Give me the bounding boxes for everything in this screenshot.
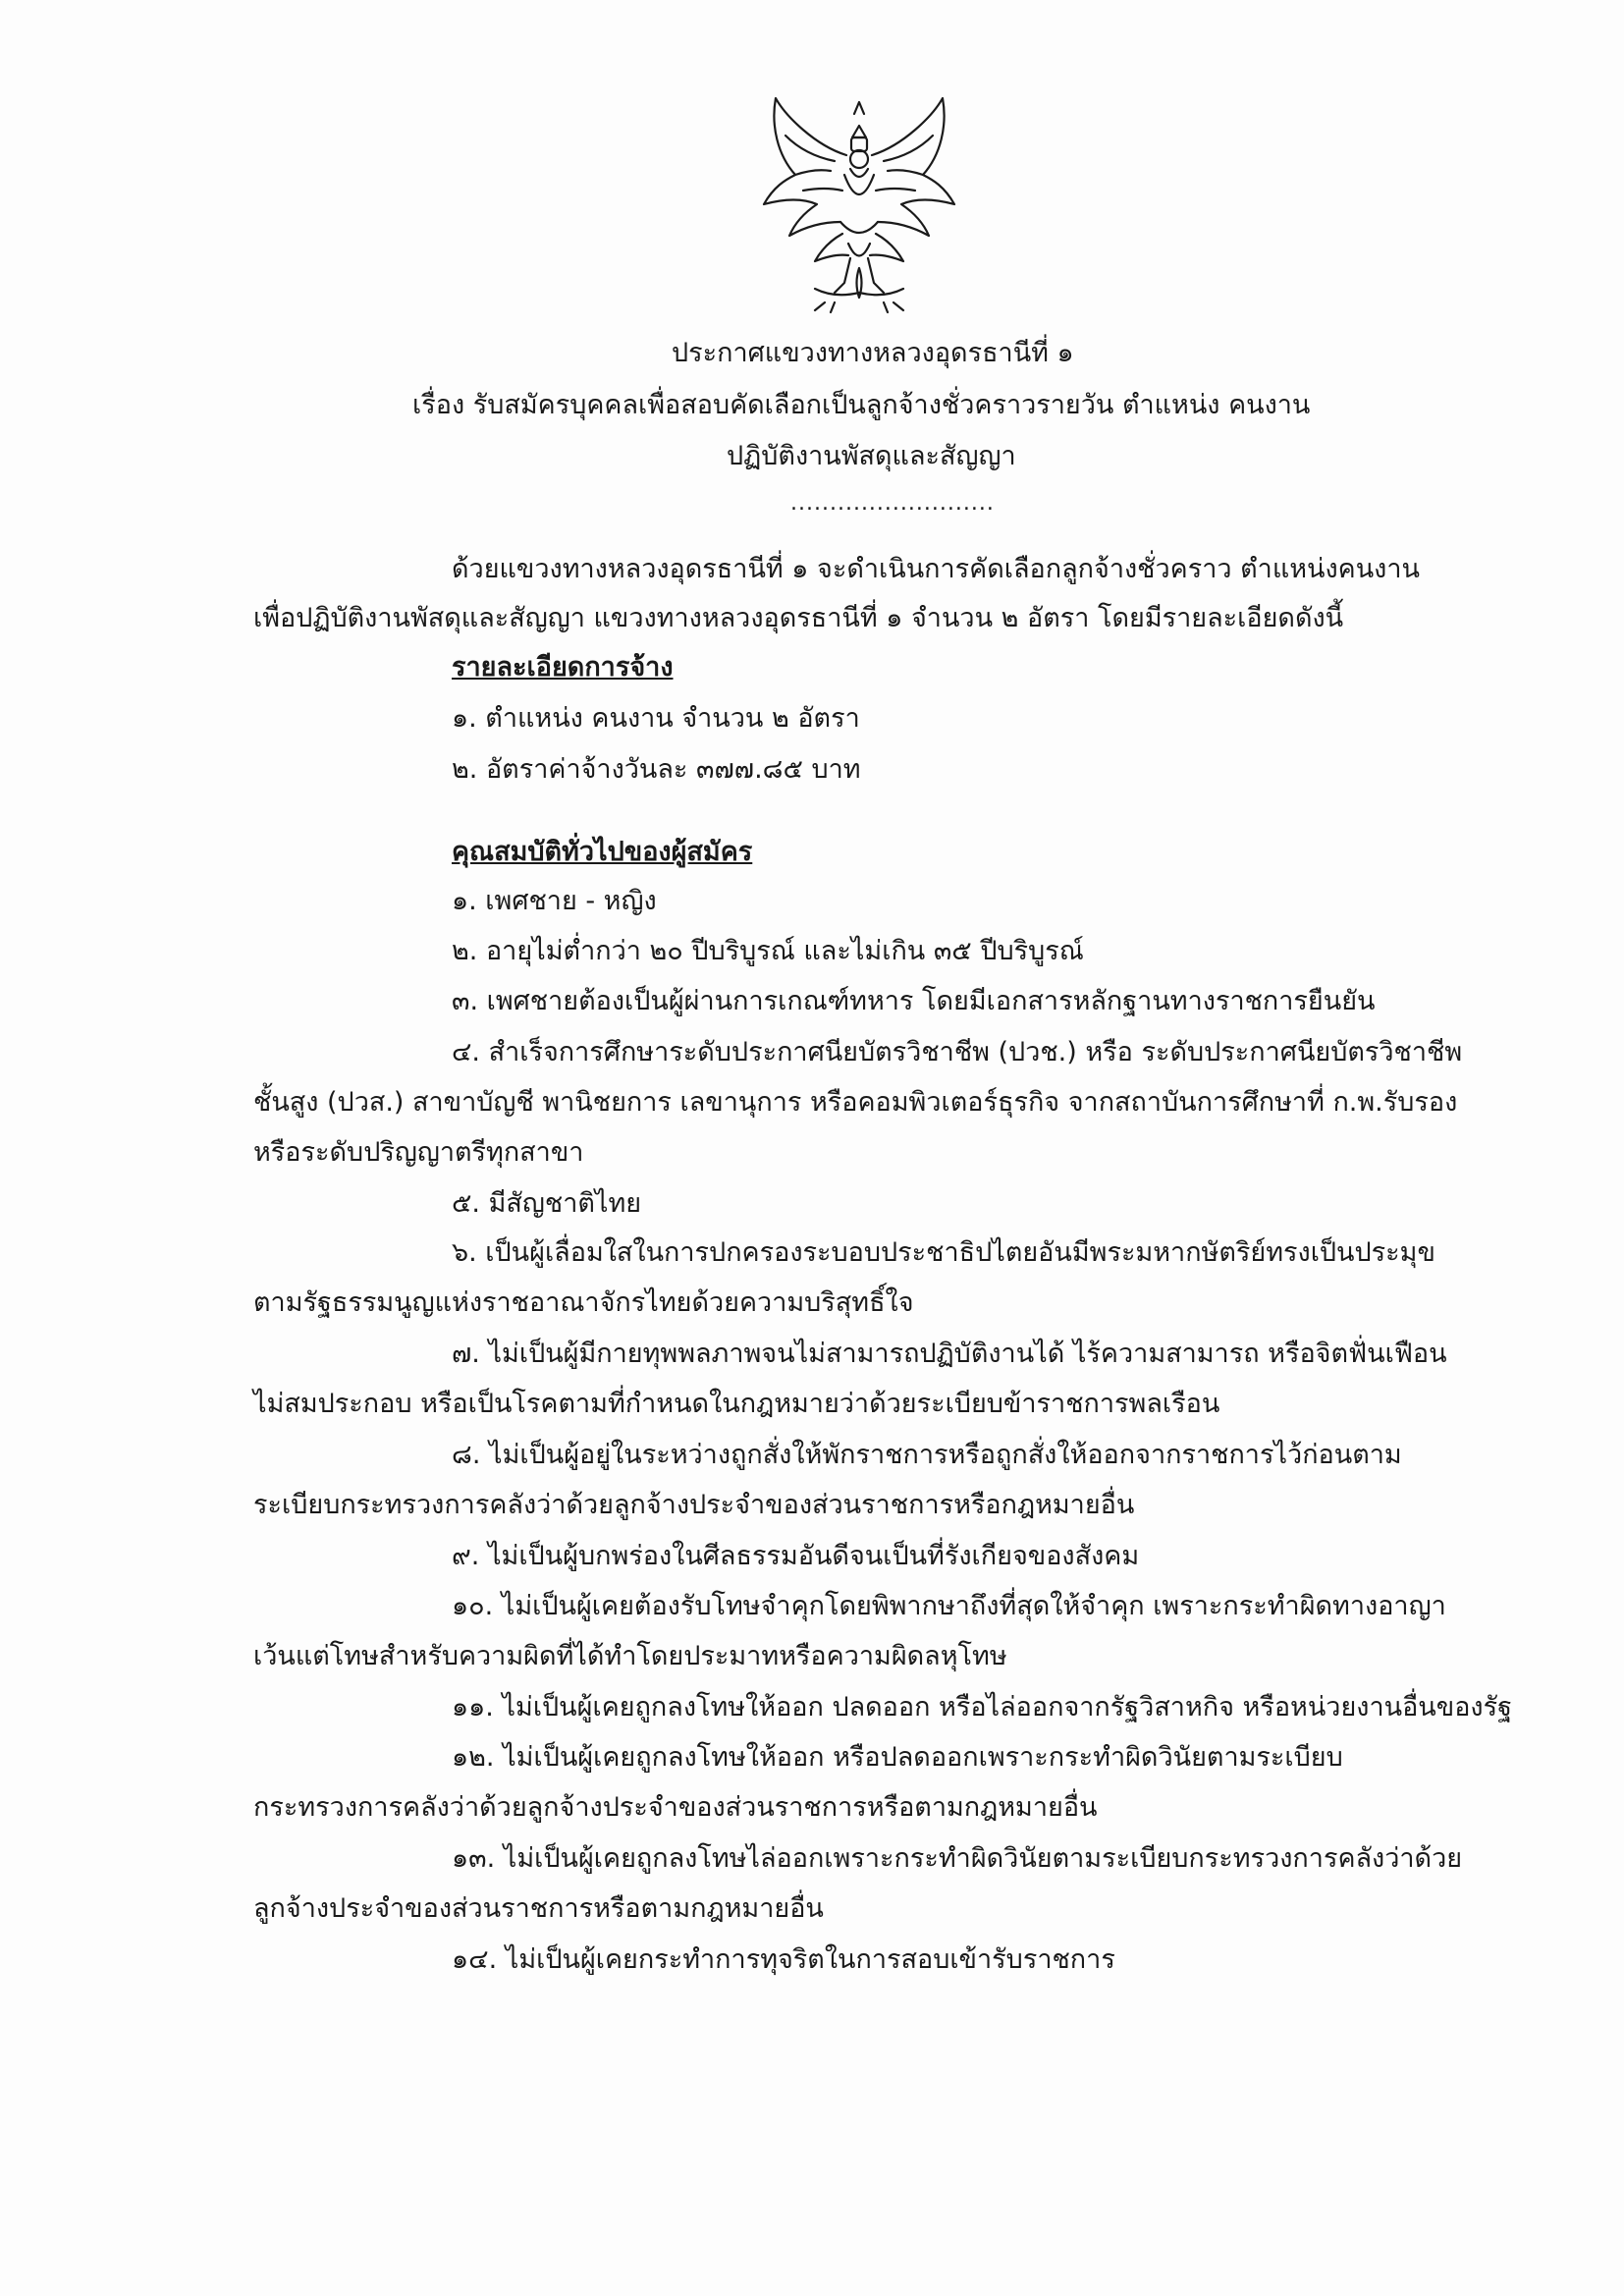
qualification-1: ๑. เพศชาย - หญิง bbox=[452, 886, 657, 916]
qualification-7-cont: ไม่สมประกอบ หรือเป็นโรคตามที่กำหนดในกฎหมายว่าด้วยระเบียบข้าราชการพลเรือน bbox=[253, 1389, 1220, 1419]
qualification-12-cont: กระทรวงการคลังว่าด้วยลูกจ้างประจำของส่วนราชการหรือตามกฎหมายอื่น bbox=[253, 1792, 1098, 1823]
garuda-emblem-icon bbox=[756, 96, 962, 317]
employment-item-2: ๒. อัตราค่าจ้างวันละ ๓๗๗.๘๕ บาท bbox=[452, 754, 861, 785]
qualification-14: ๑๔. ไม่เป็นผู้เคยกระทำการทุจริตในการสอบเข้ารับราชการ bbox=[452, 1944, 1115, 1975]
qualification-13: ๑๓. ไม่เป็นผู้เคยถูกลงโทษไล่ออกเพราะกระทำผิดวินัยตามระเบียบกระทรวงการคลังว่าด้วย bbox=[452, 1843, 1463, 1874]
intro-line-2: เพื่อปฏิบัติงานพัสดุและสัญญา แขวงทางหลวงอุดรธานีที่ ๑ จำนวน ๒ อัตรา โดยมีรายละเอียดดังนี้ bbox=[253, 603, 1344, 633]
qualification-6: ๖. เป็นผู้เลื่อมใสในการปกครองระบอบประชาธิปไตยอันมีพระมหากษัตริย์ทรงเป็นประมุข bbox=[452, 1237, 1435, 1268]
qualification-4-cont: ชั้นสูง (ปวส.) สาขาบัญชี พานิชยการ เลขานุการ หรือคอมพิวเตอร์ธุรกิจ จากสถาบันการศึกษาที่ ก.พ.รับรอง bbox=[253, 1087, 1458, 1118]
qualification-3: ๓. เพศชายต้องเป็นผู้ผ่านการเกณฑ์ทหาร โดยมีเอกสารหลักฐานทางราชการยืนยัน bbox=[452, 986, 1376, 1016]
qualification-11: ๑๑. ไม่เป็นผู้เคยถูกลงโทษให้ออก ปลดออก หรือไล่ออกจากรัฐวิสาหกิจ หรือหน่วยงานอื่นของรัฐ bbox=[452, 1692, 1512, 1722]
qualification-8: ๘. ไม่เป็นผู้อยู่ในระหว่างถูกสั่งให้พักราชการหรือถูกสั่งให้ออกจากราชการไว้ก่อนตาม bbox=[452, 1440, 1402, 1470]
qualification-10-cont: เว้นแต่โทษสำหรับความผิดที่ได้ทำโดยประมาทหรือความผิดลหุโทษ bbox=[253, 1641, 1007, 1671]
qualification-9: ๙. ไม่เป็นผู้บกพร่องในศีลธรรมอันดีจนเป็นที่รังเกียจของสังคม bbox=[452, 1541, 1140, 1571]
qualification-4-cont-2: หรือระดับปริญญาตรีทุกสาขา bbox=[253, 1137, 584, 1168]
announcement-title: ประกาศแขวงทางหลวงอุดรธานีที่ ๑ bbox=[672, 338, 1074, 368]
qualifications-heading: คุณสมบัติทั่วไปของผู้สมัคร bbox=[452, 837, 753, 867]
qualification-10: ๑๐. ไม่เป็นผู้เคยต้องรับโทษจำคุกโดยพิพากษาถึงที่สุดให้จำคุก เพราะกระทำผิดทางอาญา bbox=[452, 1591, 1446, 1621]
qualification-4: ๔. สำเร็จการศึกษาระดับประกาศนียบัตรวิชาชีพ (ปวช.) หรือ ระดับประกาศนียบัตรวิชาชีพ bbox=[452, 1037, 1463, 1067]
separator: .......................... bbox=[790, 491, 995, 516]
qualification-2: ๒. อายุไม่ต่ำกว่า ๒๐ ปีบริบูรณ์ และไม่เกิน ๓๕ ปีบริบูรณ์ bbox=[452, 936, 1084, 966]
announcement-subject-cont: ปฏิบัติงานพัสดุและสัญญา bbox=[727, 441, 1016, 471]
qualification-6-cont: ตามรัฐธรรมนูญแห่งราชอาณาจักรไทยด้วยความบริสุทธิ์ใจ bbox=[253, 1287, 914, 1318]
qualification-8-cont: ระเบียบกระทรวงการคลังว่าด้วยลูกจ้างประจำของส่วนราชการหรือกฎหมายอื่น bbox=[253, 1490, 1135, 1520]
announcement-subject: เรื่อง รับสมัครบุคคลเพื่อสอบคัดเลือกเป็นลูกจ้างชั่วคราวรายวัน ตำแหน่ง คนงาน bbox=[412, 390, 1311, 420]
employment-item-1: ๑. ตำแหน่ง คนงาน จำนวน ๒ อัตรา bbox=[452, 703, 860, 734]
qualification-5: ๕. มีสัญชาติไทย bbox=[452, 1188, 642, 1219]
qualification-13-cont: ลูกจ้างประจำของส่วนราชการหรือตามกฎหมายอื่น bbox=[253, 1893, 824, 1924]
employment-heading: รายละเอียดการจ้าง bbox=[452, 652, 674, 683]
qualification-7: ๗. ไม่เป็นผู้มีกายทุพพลภาพจนไม่สามารถปฏิบัติงานได้ ไร้ความสามารถ หรือจิตฟั่นเฟือน bbox=[452, 1339, 1447, 1369]
intro-line-1: ด้วยแขวงทางหลวงอุดรธานีที่ ๑ จะดำเนินการคัดเลือกลูกจ้างชั่วคราว ตำแหน่งคนงาน bbox=[452, 554, 1420, 584]
qualification-12: ๑๒. ไม่เป็นผู้เคยถูกลงโทษให้ออก หรือปลดออกเพราะกระทำผิดวินัยตามระเบียบ bbox=[452, 1742, 1343, 1773]
